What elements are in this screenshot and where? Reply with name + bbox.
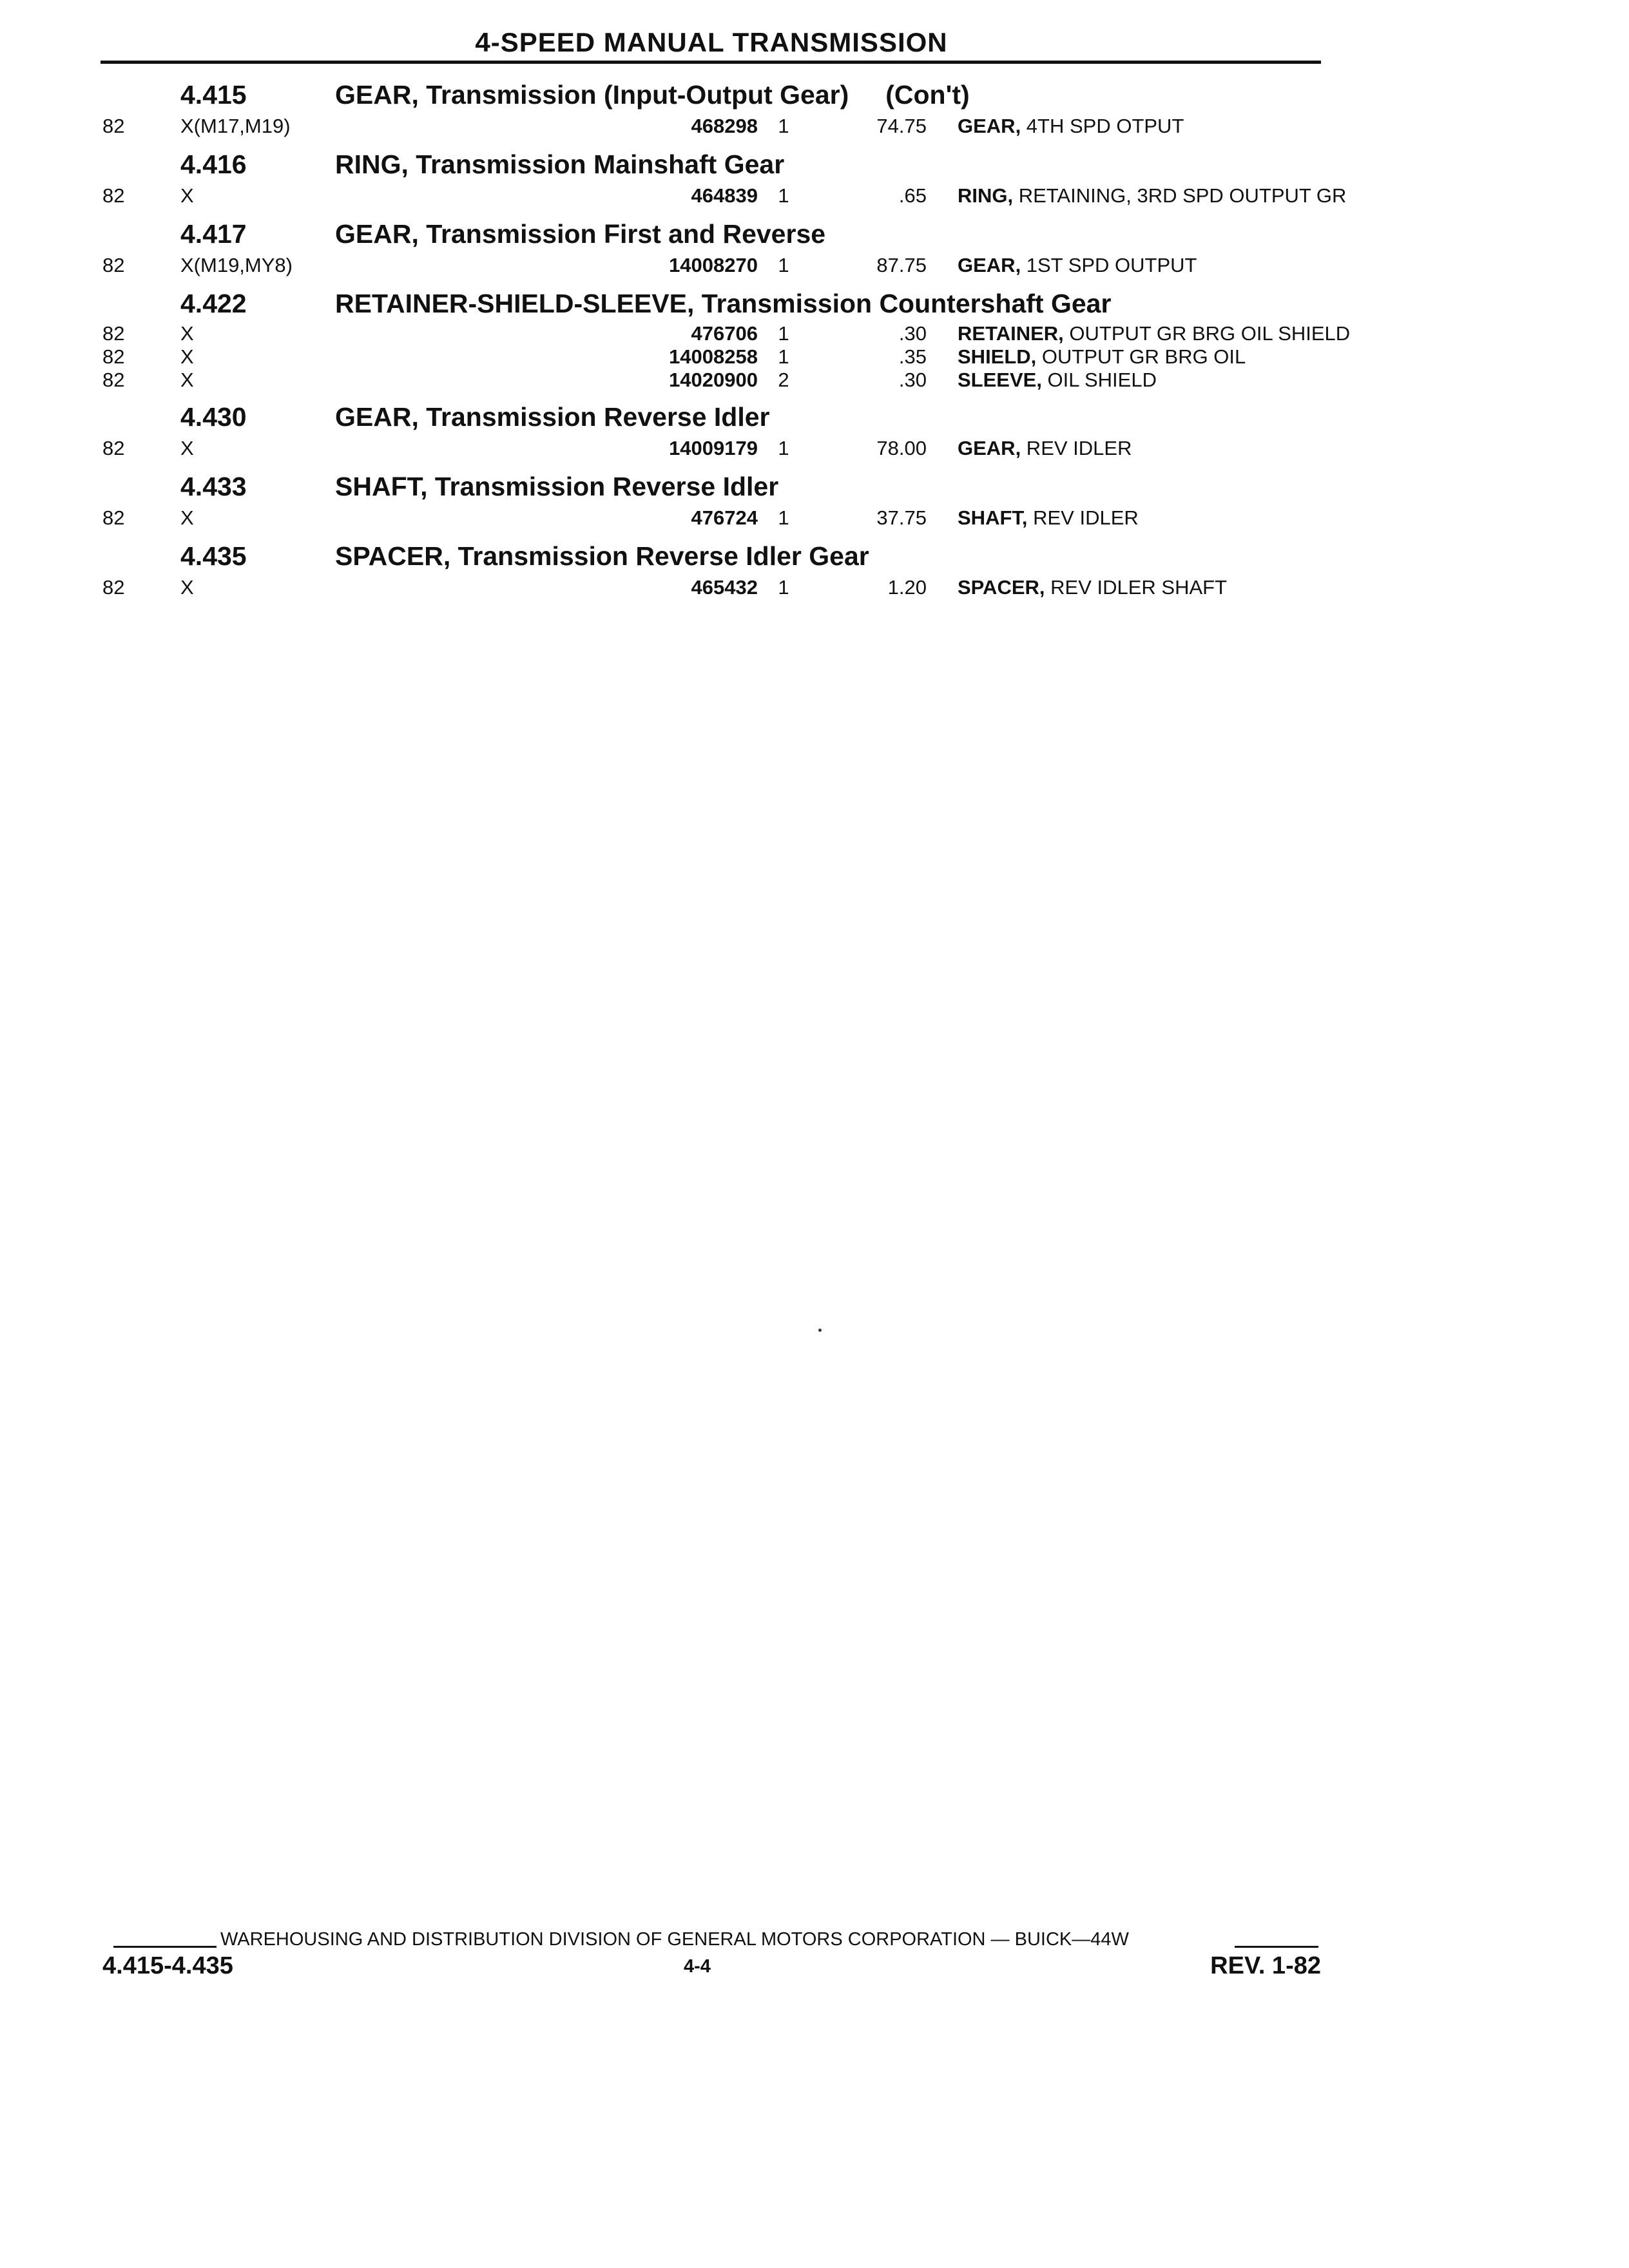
group-header xyxy=(101,537,1321,575)
model-year: 82 xyxy=(102,115,125,137)
part-detail: OUTPUT GR BRG OIL xyxy=(1036,345,1251,368)
model-code xyxy=(180,436,624,461)
part-number: 464839 xyxy=(691,184,758,207)
price: .30 xyxy=(898,322,927,345)
part-number: 14020900 xyxy=(669,369,758,391)
part-number: 468298 xyxy=(691,115,758,137)
price: 87.75 xyxy=(876,254,927,276)
part-number: 465432 xyxy=(691,576,758,599)
catalog-group xyxy=(101,146,1347,209)
part-description xyxy=(958,575,1321,601)
model-code-text: X xyxy=(180,506,199,529)
part-description xyxy=(958,345,1321,369)
catalog-group xyxy=(101,215,1321,278)
model-code-text: X xyxy=(180,345,199,368)
model-code-text: X xyxy=(180,437,199,459)
group-title: GEAR, Transmission Reverse Idler xyxy=(335,402,770,432)
group-code: 4.416 xyxy=(180,149,247,179)
model-year: 82 xyxy=(102,576,125,599)
price: 1.20 xyxy=(887,576,927,599)
quantity: 1 xyxy=(778,184,789,207)
part-detail: REV IDLER xyxy=(1021,437,1137,459)
page-title: 4-SPEED MANUAL TRANSMISSION xyxy=(475,27,948,57)
part-detail: OIL SHIELD xyxy=(1042,369,1162,391)
footer-rule-right xyxy=(1235,1946,1318,1948)
group-header xyxy=(101,76,1321,113)
group-code: 4.430 xyxy=(180,402,247,432)
model-code xyxy=(180,345,624,369)
model-year: 82 xyxy=(102,322,125,345)
part-number: 476724 xyxy=(691,506,758,529)
group-title: SHAFT, Transmission Reverse Idler xyxy=(335,472,779,501)
group-code: 4.422 xyxy=(180,289,247,318)
part-name: SLEEVE, xyxy=(958,369,1042,391)
part-row xyxy=(101,113,1321,139)
group-header xyxy=(101,285,1321,322)
group-title: GEAR, Transmission First and Reverse xyxy=(335,219,826,249)
model-year: 82 xyxy=(102,437,125,459)
catalog-group xyxy=(101,537,1321,601)
footer-page-number: 4-4 xyxy=(684,1956,711,1977)
part-name: SHAFT, xyxy=(958,506,1028,529)
part-name: RING, xyxy=(958,184,1014,207)
model-code xyxy=(180,253,624,278)
model-code xyxy=(180,369,624,392)
part-row xyxy=(101,369,1321,392)
scan-speck xyxy=(818,1329,822,1332)
part-detail: 1ST SPD OUTPUT xyxy=(1021,254,1202,276)
price: 74.75 xyxy=(876,115,927,137)
part-row xyxy=(101,183,1347,209)
part-name: GEAR, xyxy=(958,115,1021,137)
group-header xyxy=(101,468,1321,505)
model-code xyxy=(180,505,624,531)
model-code-text: X xyxy=(180,576,199,599)
model-year: 82 xyxy=(102,184,125,207)
part-number: 476706 xyxy=(691,322,758,345)
model-year: 82 xyxy=(102,254,125,276)
part-description xyxy=(958,322,1351,345)
part-row xyxy=(101,505,1321,531)
group-code: 4.417 xyxy=(180,219,247,249)
quantity: 1 xyxy=(778,322,789,345)
quantity: 2 xyxy=(778,369,789,391)
price: 37.75 xyxy=(876,506,927,529)
part-description xyxy=(958,436,1321,461)
part-detail: OUTPUT GR BRG OIL SHIELD xyxy=(1064,322,1355,345)
quantity: 1 xyxy=(778,437,789,459)
group-code: 4.435 xyxy=(180,541,247,571)
price: 78.00 xyxy=(876,437,927,459)
group-title: SPACER, Transmission Reverse Idler Gear xyxy=(335,541,869,571)
part-detail: REV IDLER xyxy=(1028,506,1144,529)
part-name: SPACER, xyxy=(958,576,1045,599)
part-detail: RETAINING, 3RD SPD OUTPUT GR xyxy=(1013,184,1351,207)
model-code-text: X(M17,M19) xyxy=(180,115,296,137)
group-title: GEAR, Transmission (Input-Output Gear) (Con't) xyxy=(335,80,970,110)
group-code: 4.433 xyxy=(180,472,247,501)
part-name: RETAINER, xyxy=(958,322,1064,345)
part-row xyxy=(101,345,1321,369)
part-row xyxy=(101,322,1351,345)
footer-rule-left xyxy=(113,1946,217,1948)
catalog-group xyxy=(101,285,1351,392)
part-name: SHIELD, xyxy=(958,345,1037,368)
part-number: 14008258 xyxy=(669,345,758,368)
parts-catalog xyxy=(101,76,1351,607)
quantity: 1 xyxy=(778,254,789,276)
price: .30 xyxy=(898,369,927,391)
model-code-text: X xyxy=(180,184,199,207)
part-number: 14009179 xyxy=(669,437,758,459)
part-description xyxy=(958,505,1321,531)
model-code xyxy=(180,322,624,345)
part-detail: 4TH SPD OTPUT xyxy=(1021,115,1189,137)
part-detail: REV IDLER SHAFT xyxy=(1045,576,1233,599)
quantity: 1 xyxy=(778,576,789,599)
catalog-group xyxy=(101,468,1321,531)
group-header xyxy=(101,146,1321,183)
quantity: 1 xyxy=(778,115,789,137)
part-name: GEAR, xyxy=(958,254,1021,276)
part-row xyxy=(101,436,1321,461)
price: .35 xyxy=(898,345,927,368)
part-row xyxy=(101,253,1321,278)
group-title: RETAINER-SHIELD-SLEEVE, Transmission Countershaft Gear xyxy=(335,289,1112,318)
model-year: 82 xyxy=(102,506,125,529)
model-code-text: X(M19,MY8) xyxy=(180,254,298,276)
part-description xyxy=(958,253,1321,278)
part-name: GEAR, xyxy=(958,437,1021,459)
model-code-text: X xyxy=(180,322,199,345)
footer-organization-line xyxy=(101,1927,1321,1952)
group-header xyxy=(101,398,1321,436)
catalog-group xyxy=(101,76,1321,139)
price: .65 xyxy=(898,184,927,207)
model-year: 82 xyxy=(102,345,125,368)
group-title: RING, Transmission Mainshaft Gear xyxy=(335,149,785,179)
part-number: 14008270 xyxy=(669,254,758,276)
quantity: 1 xyxy=(778,345,789,368)
footer-revision: REV. 1-82 xyxy=(1210,1952,1321,1979)
part-row xyxy=(101,575,1321,601)
model-code xyxy=(180,575,624,601)
footer xyxy=(101,1950,1321,1982)
quantity: 1 xyxy=(778,506,789,529)
model-code xyxy=(180,113,624,139)
catalog-group xyxy=(101,398,1321,461)
part-description xyxy=(958,113,1321,139)
model-year: 82 xyxy=(102,369,125,391)
group-header xyxy=(101,215,1321,253)
footer-group-range: 4.415-4.435 xyxy=(102,1952,233,1979)
model-code xyxy=(180,183,624,209)
title-rule xyxy=(101,61,1321,64)
part-description xyxy=(958,183,1347,209)
group-code: 4.415 xyxy=(180,80,247,110)
part-description xyxy=(958,369,1321,392)
model-code-text: X xyxy=(180,369,199,391)
footer-organization: WAREHOUSING AND DISTRIBUTION DIVISION OF GENERAL MOTORS CORPORATION — BUICK—44W xyxy=(220,1929,1129,1950)
